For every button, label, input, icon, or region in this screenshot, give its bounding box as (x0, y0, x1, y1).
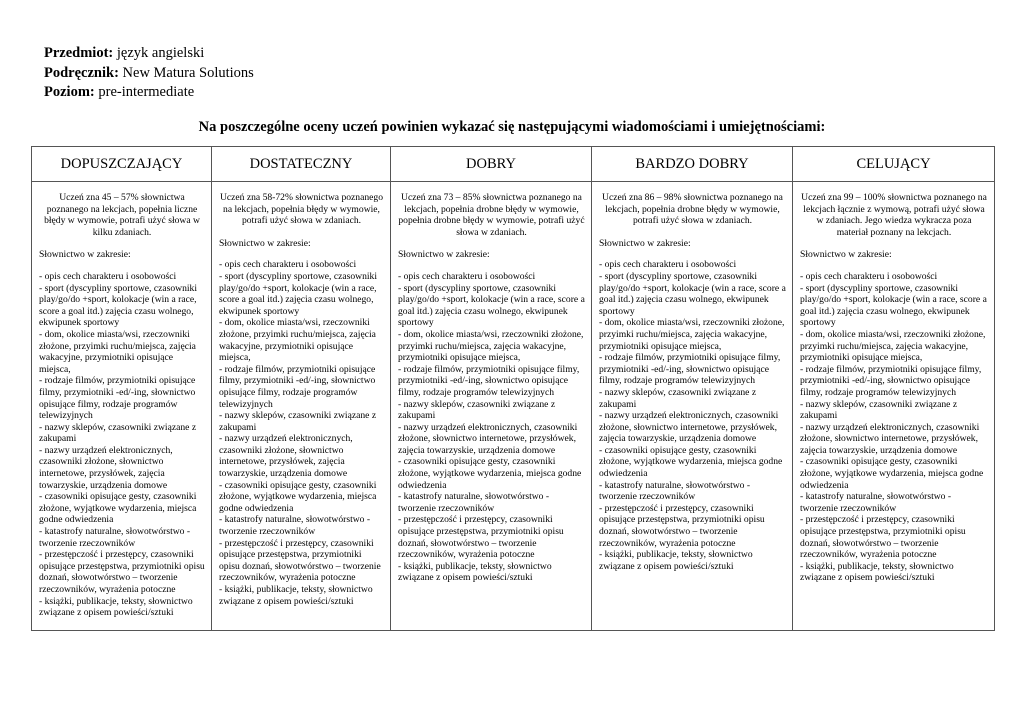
vocabulary-item: - czasowniki opisujące gesty, czasowniki złożone, wyjątkowe wydarzenia, miejsca godne odwiedzenia (800, 456, 984, 491)
vocabulary-item: - przestępczość i przestępcy, czasowniki opisujące przestępstwa, przymiotniki opisu doznań, słowotwórstwo – tworzenie rzeczowników, wyrażenia potoczne (219, 537, 381, 584)
requirements-heading: Na poszczególne oceny uczeń powinien wykazać się następującymi wiadomościami i umiejętnościami: (198, 119, 826, 135)
grade-requirements-table (31, 146, 995, 631)
vocabulary-label: Słownictwo w zakresie: (599, 237, 691, 249)
document-meta (44, 44, 254, 103)
vocabulary-item: - nazwy sklepów, czasowniki związane z zakupami (39, 421, 197, 445)
vocabulary-item: - sport (dyscypliny sportowe, czasowniki play/go/do +sport, kolokacje (win a race, score a goal itd.) zajęcia czasu wolnego, ekwipunek sportowy (219, 270, 378, 317)
grade-header-row (32, 147, 995, 182)
vocabulary-label: Słownictwo w zakresie: (219, 237, 311, 249)
grade-cell (592, 182, 793, 631)
vocabulary-item: - dom, okolice miasta/wsi, rzeczowniki złożone, przyimki ruchu/miejsca, zajęcia wakacyjne, przymiotniki opisujące miejsca, (398, 328, 584, 364)
grade-cell (32, 182, 212, 631)
vocabulary-label: Słownictwo w zakresie: (398, 249, 490, 261)
vocabulary-item: - książki, publikacje, teksty, słownictwo związane z opisem powieści/sztuki (39, 595, 193, 619)
vocabulary-item: - książki, publikacje, teksty, słownictwo związane z opisem powieści/sztuki (219, 584, 373, 607)
grade-intro: Uczeń zna 45 – 57% słownictwa poznanego na lekcjach, popełnia liczne błędy w wymowie, potrafi użyć słowa w kilku zdaniach. (44, 192, 200, 238)
vocabulary-item: - rodzaje filmów, przymiotniki opisujące filmy, przymiotniki -ed/-ing, słownictwo opisujące filmy, rodzaje programów telewizyjnych (599, 352, 781, 387)
vocabulary-item: - nazwy sklepów, czasowniki związane z zakupami (800, 398, 958, 422)
grade-intro: Uczeń zna 58-72% słownictwa poznanego na lekcjach, popełnia błędy w wymowie, potrafi użyć słowa w zdaniach. (219, 192, 384, 227)
vocabulary-item: - katastrofy naturalne, słowotwórstwo - tworzenie rzeczowników (219, 514, 371, 538)
vocabulary-item: - dom, okolice miasta/wsi, rzeczowniki złożone, przyimki ruchu/miejsca, zajęcia wakacyjne, przymiotniki opisujące miejsca, (219, 317, 376, 364)
grade-header: DOPUSZCZAJĄCY (32, 147, 212, 182)
grade-intro: Uczeń zna 73 – 85% słownictwa poznanego na lekcjach, popełnia drobne błędy w wymowie, popełnia drobne błędy w wymowie, potrafi użyć słowa w zdaniach. (398, 192, 585, 238)
grade-content-row (32, 182, 995, 631)
vocabulary-item: - nazwy urządzeń elektronicznych, czasowniki złożone, słownictwo internetowe, przysłówek, zajęcia towarzyskie, urządzenia domowe (398, 421, 578, 456)
grade-header: DOSTATECZNY (212, 147, 391, 182)
vocabulary-item: - nazwy urządzeń elektronicznych, czasowniki złożone, słownictwo internetowe, przysłówek, zajęcia towarzyskie, urządzenia domowe (39, 444, 173, 491)
subject-value: język angielski (116, 45, 205, 61)
vocabulary-item: - rodzaje filmów, przymiotniki opisujące filmy, przymiotniki -ed/-ing, słownictwo opisujące filmy, rodzaje programów telewizyjnych (39, 375, 196, 422)
vocabulary-item: - książki, publikacje, teksty, słownictwo związane z opisem powieści/sztuki (800, 560, 954, 584)
vocabulary-item: - opis cech charakteru i osobowości (39, 270, 177, 282)
vocabulary-item: - nazwy sklepów, czasowniki związane z zakupami (599, 386, 757, 410)
vocabulary-item: - sport (dyscypliny sportowe, czasowniki play/go/do +sport, kolokacje (win a race, score a goal itd.) zajęcia czasu wolnego, ekwipunek sportowy (398, 282, 585, 329)
subject-line (44, 44, 254, 64)
vocabulary-item: - czasowniki opisujące gesty, czasowniki złożone, wyjątkowe wydarzenia, miejsca godne odwiedzenia (39, 491, 197, 526)
grade-header: BARDZO DOBRY (592, 147, 793, 182)
vocabulary-label: Słownictwo w zakresie: (39, 249, 131, 261)
vocabulary-item: - przestępczość i przestępcy, czasowniki opisujące przestępstwa, przymiotniki opisu doznań, słowotwórstwo – tworzenie rzeczowników, wyrażenia potoczne (39, 549, 205, 595)
grade-cell (793, 182, 995, 631)
vocabulary-item: - nazwy urządzeń elektronicznych, czasowniki złożone, słownictwo internetowe, przysłówek, zajęcia towarzyskie, urządzenia domowe (219, 433, 353, 480)
vocabulary-item: - czasowniki opisujące gesty, czasowniki złożone, wyjątkowe wydarzenia, miejsca godne odwiedzenia (219, 479, 377, 514)
vocabulary-item: - katastrofy naturalne, słowotwórstwo - tworzenie rzeczowników (39, 526, 191, 549)
vocabulary-item: - katastrofy naturalne, słowotwórstwo - tworzenie rzeczowników (800, 491, 952, 514)
vocabulary-item: - przestępczość i przestępcy, czasowniki opisujące przestępstwa, przymiotniki opisu doznań, słowotwórstwo – tworzenie rzeczowników, wyrażenia potoczne (398, 514, 564, 561)
vocabulary-item: - katastrofy naturalne, słowotwórstwo - tworzenie rzeczowników (599, 479, 751, 503)
level-label: Poziom: (44, 84, 95, 100)
vocabulary-label: Słownictwo w zakresie: (800, 249, 892, 261)
book-line (44, 64, 254, 84)
vocabulary-item: - rodzaje filmów, przymiotniki opisujące filmy, przymiotniki -ed/-ing, słownictwo opisujące filmy, rodzaje programów telewizyjnych (398, 363, 580, 398)
vocabulary-item: - sport (dyscypliny sportowe, czasowniki play/go/do +sport, kolokacje (win a race, score a goal itd.) zajęcia czasu wolnego, ekwipunek sportowy (39, 282, 198, 329)
vocabulary-item: - przestępczość i przestępcy, czasowniki opisujące przestępstwa, przymiotniki opisu doznań, słowotwórstwo – tworzenie rzeczowników, wyrażenia potoczne (800, 514, 966, 561)
grade-intro: Uczeń zna 86 – 98% słownictwa poznanego na lekcjach, popełnia drobne błędy w wymowie, potrafi użyć słowa w zdaniach. (602, 192, 783, 227)
grade-intro: Uczeń zna 99 – 100% słownictwa poznanego na lekcjach łącznie z wymową, potrafi użyć słowa w zdaniach. Jego wiedza wykracza poza materiał poznany na lekcjach. (801, 192, 987, 238)
grade-header: DOBRY (391, 147, 592, 182)
vocabulary-item: - opis cech charakteru i osobowości (599, 259, 737, 271)
vocabulary-item: - rodzaje filmów, przymiotniki opisujące filmy, przymiotniki -ed/-ing, słownictwo opisujące filmy, rodzaje programów telewizyjnych (219, 363, 376, 410)
vocabulary-item: - rodzaje filmów, przymiotniki opisujące filmy, przymiotniki -ed/-ing, słownictwo opisujące filmy, rodzaje programów telewizyjnych (800, 363, 982, 398)
vocabulary-item: - katastrofy naturalne, słowotwórstwo - tworzenie rzeczowników (398, 491, 550, 514)
vocabulary-item: - opis cech charakteru i osobowości (398, 270, 536, 282)
vocabulary-item: - sport (dyscypliny sportowe, czasowniki play/go/do +sport, kolokacje (win a race, score a goal itd.) zajęcia czasu wolnego, ekwipunek sportowy (800, 282, 987, 329)
vocabulary-item: - książki, publikacje, teksty, słownictwo związane z opisem powieści/sztuki (599, 549, 753, 572)
vocabulary-item: - przestępczość i przestępcy, czasowniki opisujące przestępstwa, przymiotniki opisu doznań, słowotwórstwo – tworzenie rzeczowników, wyrażenia potoczne (599, 502, 765, 549)
subject-label: Przedmiot: (44, 45, 114, 61)
vocabulary-item: - opis cech charakteru i osobowości (219, 259, 357, 271)
vocabulary-item: - nazwy sklepów, czasowniki związane z zakupami (398, 398, 556, 422)
grade-cell (212, 182, 391, 631)
book-label: Podręcznik: (44, 64, 119, 81)
vocabulary-item: - nazwy sklepów, czasowniki związane z zakupami (219, 410, 377, 433)
vocabulary-item: - dom, okolice miasta/wsi, rzeczowniki złożone, przyimki ruchu/miejsca, zajęcia wakacyjne, przymiotniki opisujące miejsca, (39, 328, 196, 375)
vocabulary-item: - sport (dyscypliny sportowe, czasowniki play/go/do +sport, kolokacje (win a race, score a goal itd.) zajęcia czasu wolnego, ekwipunek sportowy (599, 270, 786, 317)
vocabulary-item: - nazwy urządzeń elektronicznych, czasowniki złożone, słownictwo internetowe, przysłówek, zajęcia towarzyskie, urządzenia domowe (599, 410, 779, 445)
vocabulary-item: - opis cech charakteru i osobowości (800, 270, 938, 282)
vocabulary-item: - czasowniki opisujące gesty, czasowniki złożone, wyjątkowe wydarzenia, miejsca godne odwiedzenia (398, 456, 582, 491)
book-value: New Matura Solutions (122, 64, 254, 81)
vocabulary-item: - dom, okolice miasta/wsi, rzeczowniki złożone, przyimki ruchu/miejsca, zajęcia wakacyjne, przymiotniki opisujące miejsca, (599, 317, 785, 352)
level-line (44, 83, 254, 103)
grade-cell (391, 182, 592, 631)
grade-header: CELUJĄCY (793, 147, 995, 182)
level-value: pre-intermediate (98, 84, 195, 100)
vocabulary-item: - książki, publikacje, teksty, słownictwo związane z opisem powieści/sztuki (398, 560, 552, 584)
vocabulary-item: - czasowniki opisujące gesty, czasowniki złożone, wyjątkowe wydarzenia, miejsca godne odwiedzenia (599, 444, 783, 480)
vocabulary-item: - nazwy urządzeń elektronicznych, czasowniki złożone, słownictwo internetowe, przysłówek, zajęcia towarzyskie, urządzenia domowe (800, 421, 980, 456)
vocabulary-item: - dom, okolice miasta/wsi, rzeczowniki złożone, przyimki ruchu/miejsca, zajęcia wakacyjne, przymiotniki opisujące miejsca, (800, 328, 986, 364)
